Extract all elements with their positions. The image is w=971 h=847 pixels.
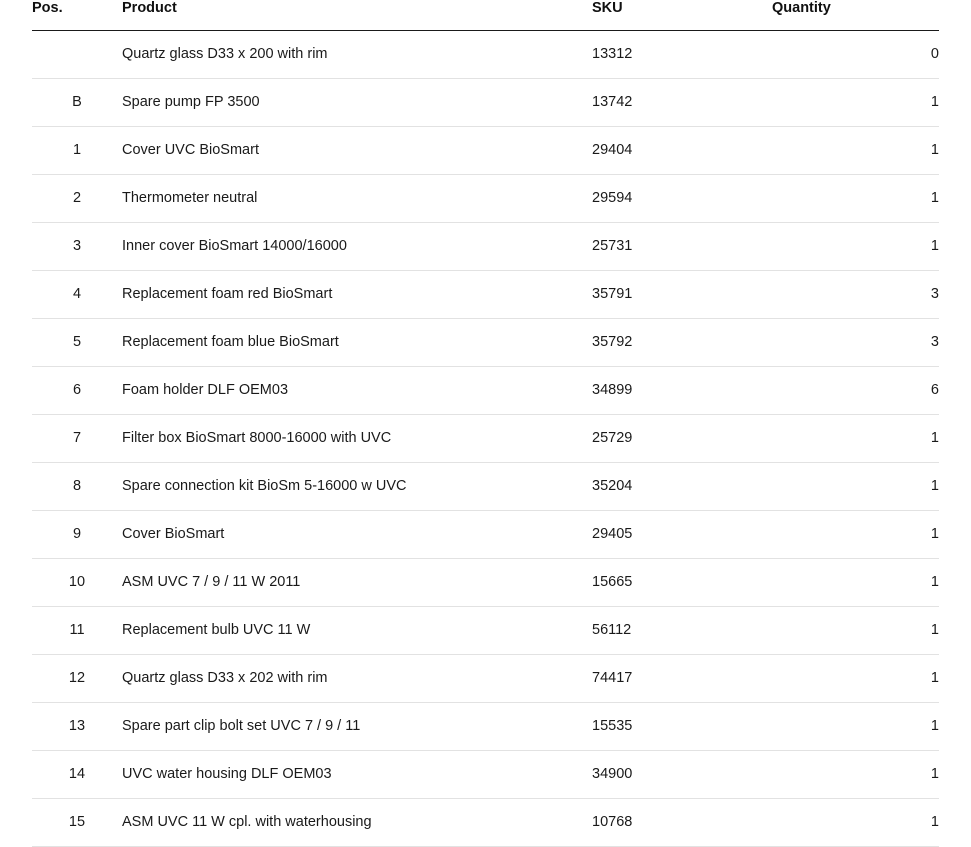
- cell-product: Foam holder DLF OEM03: [122, 367, 592, 415]
- cell-product: Quartz glass D33 x 202 with rim: [122, 655, 592, 703]
- table-row: [32, 607, 939, 655]
- cell-quantity: 1: [772, 751, 939, 799]
- cell-product: Spare part clip bolt set UVC 7 / 9 / 11: [122, 703, 592, 751]
- cell-quantity: 1: [772, 175, 939, 223]
- cell-quantity: 1: [772, 799, 939, 847]
- cell-sku: 35204: [592, 463, 772, 511]
- cell-sku: 29405: [592, 511, 772, 559]
- cell-sku: 34900: [592, 751, 772, 799]
- cell-sku: 74417: [592, 655, 772, 703]
- table-row: [32, 463, 939, 511]
- cell-quantity: 1: [772, 655, 939, 703]
- column-header-quantity: Quantity: [772, 0, 939, 31]
- table-row: [32, 319, 939, 367]
- cell-quantity: 0: [772, 31, 939, 79]
- cell-sku: 15665: [592, 559, 772, 607]
- cell-sku: 10768: [592, 799, 772, 847]
- table-row: [32, 31, 939, 79]
- cell-quantity: 1: [772, 559, 939, 607]
- cell-sku: 15535: [592, 703, 772, 751]
- cell-product: Replacement bulb UVC 11 W: [122, 607, 592, 655]
- cell-pos: 5: [32, 319, 122, 367]
- cell-quantity: 6: [772, 367, 939, 415]
- cell-pos: 3: [32, 223, 122, 271]
- cell-sku: 29404: [592, 127, 772, 175]
- cell-product: Replacement foam blue BioSmart: [122, 319, 592, 367]
- cell-sku: 13312: [592, 31, 772, 79]
- cell-pos: 14: [32, 751, 122, 799]
- table-header: [32, 0, 939, 31]
- cell-product: ASM UVC 11 W cpl. with waterhousing: [122, 799, 592, 847]
- cell-product: Filter box BioSmart 8000-16000 with UVC: [122, 415, 592, 463]
- cell-sku: 34899: [592, 367, 772, 415]
- cell-quantity: 1: [772, 127, 939, 175]
- table-row: [32, 511, 939, 559]
- cell-pos: 15: [32, 799, 122, 847]
- cell-pos: 6: [32, 367, 122, 415]
- table-row: [32, 751, 939, 799]
- table-row: [32, 799, 939, 847]
- table-row: [32, 175, 939, 223]
- cell-product: Cover BioSmart: [122, 511, 592, 559]
- cell-product: Quartz glass D33 x 200 with rim: [122, 31, 592, 79]
- cell-product: Spare connection kit BioSm 5-16000 w UVC: [122, 463, 592, 511]
- cell-quantity: 1: [772, 79, 939, 127]
- cell-product: ASM UVC 7 / 9 / 11 W 2011: [122, 559, 592, 607]
- cell-product: Thermometer neutral: [122, 175, 592, 223]
- cell-quantity: 1: [772, 223, 939, 271]
- table-row: [32, 223, 939, 271]
- table-row: [32, 367, 939, 415]
- cell-quantity: 1: [772, 703, 939, 751]
- table-row: [32, 655, 939, 703]
- table-row: [32, 79, 939, 127]
- cell-pos: 10: [32, 559, 122, 607]
- cell-pos: 4: [32, 271, 122, 319]
- table-row: [32, 271, 939, 319]
- cell-quantity: 1: [772, 463, 939, 511]
- cell-sku: 35791: [592, 271, 772, 319]
- cell-sku: 56112: [592, 607, 772, 655]
- table-row: [32, 559, 939, 607]
- cell-sku: 25729: [592, 415, 772, 463]
- cell-sku: 13742: [592, 79, 772, 127]
- table-header-row: [32, 0, 939, 31]
- cell-product: Cover UVC BioSmart: [122, 127, 592, 175]
- cell-pos: 8: [32, 463, 122, 511]
- cell-product: Replacement foam red BioSmart: [122, 271, 592, 319]
- column-header-sku: SKU: [592, 0, 772, 31]
- cell-sku: 29594: [592, 175, 772, 223]
- cell-pos: 2: [32, 175, 122, 223]
- cell-pos: [32, 31, 122, 79]
- cell-quantity: 3: [772, 271, 939, 319]
- column-header-product: Product: [122, 0, 592, 31]
- cell-quantity: 1: [772, 511, 939, 559]
- cell-product: Spare pump FP 3500: [122, 79, 592, 127]
- spare-parts-table: [32, 0, 939, 847]
- cell-product: UVC water housing DLF OEM03: [122, 751, 592, 799]
- cell-pos: 13: [32, 703, 122, 751]
- cell-quantity: 3: [772, 319, 939, 367]
- table-row: [32, 415, 939, 463]
- cell-pos: 11: [32, 607, 122, 655]
- cell-sku: 35792: [592, 319, 772, 367]
- table-row: [32, 127, 939, 175]
- cell-pos: 9: [32, 511, 122, 559]
- column-header-pos: Pos.: [32, 0, 122, 31]
- cell-pos: 12: [32, 655, 122, 703]
- cell-pos: B: [32, 79, 122, 127]
- cell-quantity: 1: [772, 607, 939, 655]
- cell-pos: 1: [32, 127, 122, 175]
- table-row: [32, 703, 939, 751]
- cell-quantity: 1: [772, 415, 939, 463]
- cell-pos: 7: [32, 415, 122, 463]
- cell-product: Inner cover BioSmart 14000/16000: [122, 223, 592, 271]
- cell-sku: 25731: [592, 223, 772, 271]
- table-body: [32, 31, 939, 847]
